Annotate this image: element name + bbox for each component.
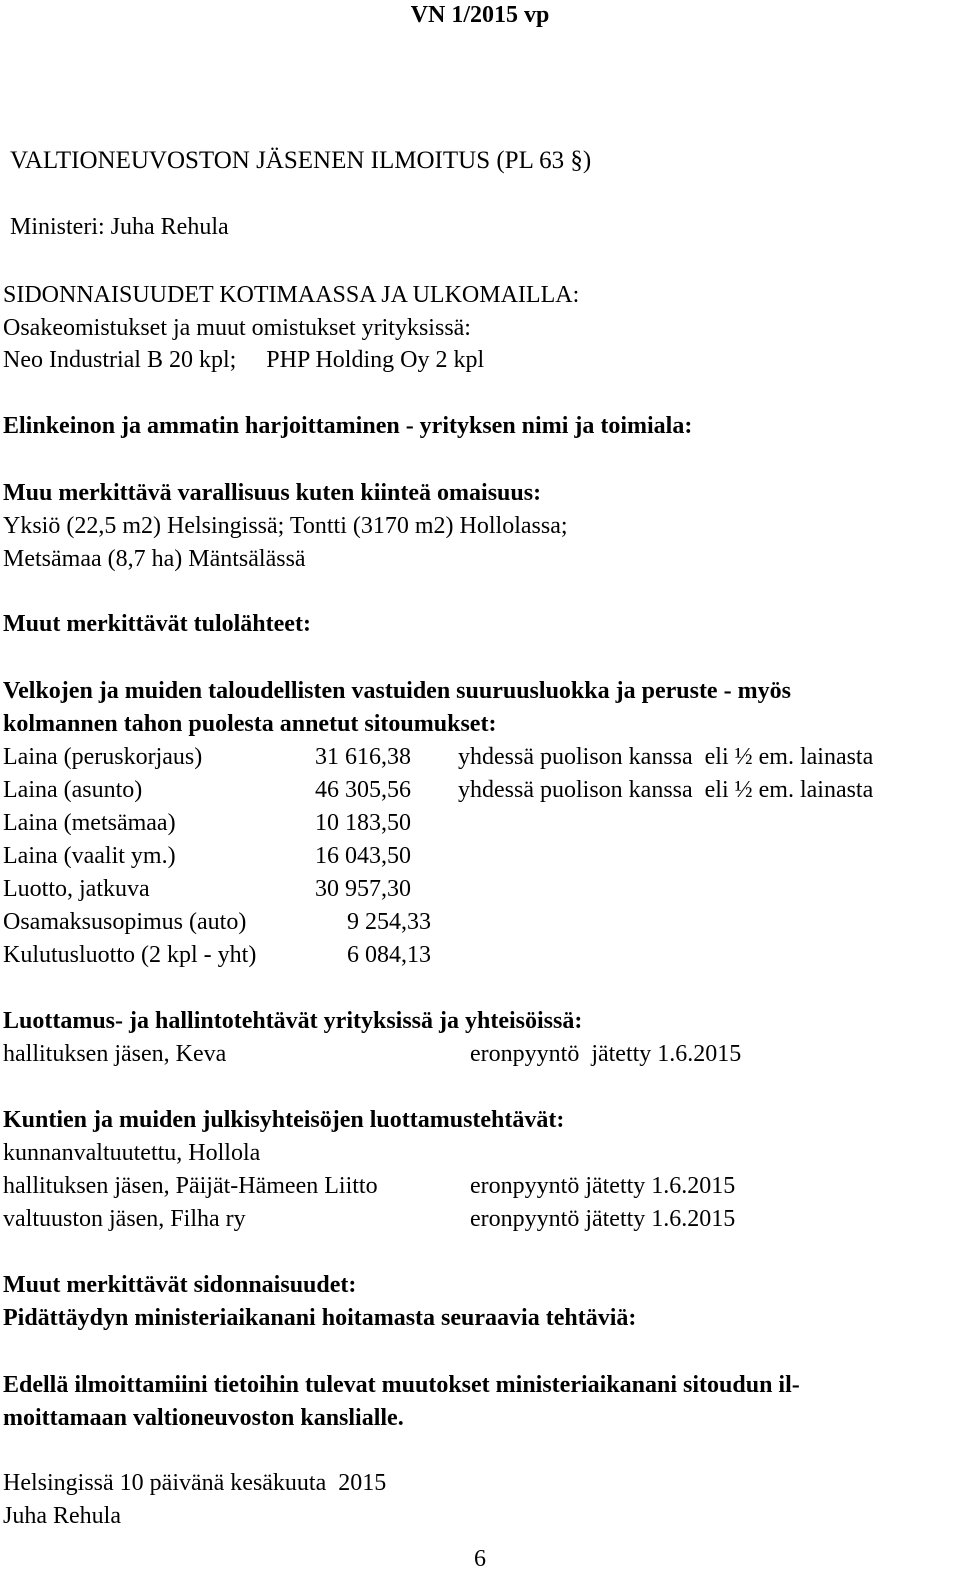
debt-note: yhdessä puolison kanssa eli ½ em. lainasta <box>458 777 874 803</box>
position-note: eronpyyntö jätetty 1.6.2015 <box>470 1173 736 1199</box>
debt-label: Laina (vaalit ym.) <box>3 843 176 869</box>
debt-amount: 31 616,38 <box>315 744 411 770</box>
debt-amount: 46 305,56 <box>315 777 411 803</box>
debt-amount: 30 957,30 <box>315 876 411 902</box>
public-positions-heading: Kuntien ja muiden julkisyhteisöjen luottamustehtävät: <box>3 1107 565 1133</box>
debt-label: Osamaksusopimus (auto) <box>3 909 247 935</box>
position-label: hallituksen jäsen, Päijät-Hämeen Liitto <box>3 1173 378 1199</box>
property-line-2: Metsämaa (8,7 ha) Mäntsälässä <box>3 546 306 572</box>
commitment-line-2: moittamaan valtioneuvoston kanslialle. <box>3 1405 404 1431</box>
property-heading: Muu merkittävä varallisuus kuten kiinteä omaisuus: <box>3 480 542 506</box>
document-header: VN 1/2015 vp <box>410 2 550 28</box>
position-label: valtuuston jäsen, Filha ry <box>3 1206 246 1232</box>
minister-name: Ministeri: Juha Rehula <box>10 214 229 240</box>
position-label: kunnanvaltuutettu, Hollola <box>3 1140 261 1166</box>
commitment-line-1: Edellä ilmoittamiini tietoihin tulevat muutokset ministeriaikanani sitoudun il- <box>3 1372 800 1398</box>
debt-amount: 6 084,13 <box>347 942 431 968</box>
debt-amount: 16 043,50 <box>315 843 411 869</box>
debt-label: Laina (peruskorjaus) <box>3 744 203 770</box>
debt-label: Laina (metsämaa) <box>3 810 176 836</box>
debt-label: Laina (asunto) <box>3 777 143 803</box>
shares-text: Neo Industrial B 20 kpl; PHP Holding Oy 2 kpl <box>3 347 485 373</box>
debts-heading-1: Velkojen ja muiden taloudellisten vastuiden suuruusluokka ja peruste - myös <box>3 678 791 704</box>
shares-heading: Osakeomistukset ja muut omistukset yrityksissä: <box>3 315 471 341</box>
ties-heading: SIDONNAISUUDET KOTIMAASSA JA ULKOMAILLA: <box>3 282 580 308</box>
debts-heading-2: kolmannen tahon puolesta annetut sitoumukset: <box>3 711 497 737</box>
signature-place-date: Helsingissä 10 päivänä kesäkuuta 2015 <box>3 1470 387 1496</box>
income-heading: Muut merkittävät tulolähteet: <box>3 611 311 637</box>
other-ties-heading: Muut merkittävät sidonnaisuudet: <box>3 1272 357 1298</box>
position-note: eronpyyntö jätetty 1.6.2015 <box>470 1206 736 1232</box>
debt-amount: 9 254,33 <box>347 909 431 935</box>
debt-label: Luotto, jatkuva <box>3 876 150 902</box>
company-positions-heading: Luottamus- ja hallintotehtävät yrityksissä ja yhteisöissä: <box>3 1008 583 1034</box>
document-title: VALTIONEUVOSTON JÄSENEN ILMOITUS (PL 63 §) <box>10 147 592 174</box>
position-note: eronpyyntö jätetty 1.6.2015 <box>470 1041 742 1067</box>
position-label: hallituksen jäsen, Keva <box>3 1041 227 1067</box>
property-line-1: Yksiö (22,5 m2) Helsingissä; Tontti (3170 m2) Hollolassa; <box>3 513 568 539</box>
debt-note: yhdessä puolison kanssa eli ½ em. lainasta <box>458 744 874 770</box>
debt-amount: 10 183,50 <box>315 810 411 836</box>
signature-name: Juha Rehula <box>3 1503 121 1529</box>
refrain-heading: Pidättäydyn ministeriaikanani hoitamasta seuraavia tehtäviä: <box>3 1305 637 1331</box>
business-heading: Elinkeinon ja ammatin harjoittaminen - yrityksen nimi ja toimiala: <box>3 413 693 439</box>
debt-label: Kulutusluotto (2 kpl - yht) <box>3 942 257 968</box>
page-number: 6 <box>474 1546 486 1572</box>
